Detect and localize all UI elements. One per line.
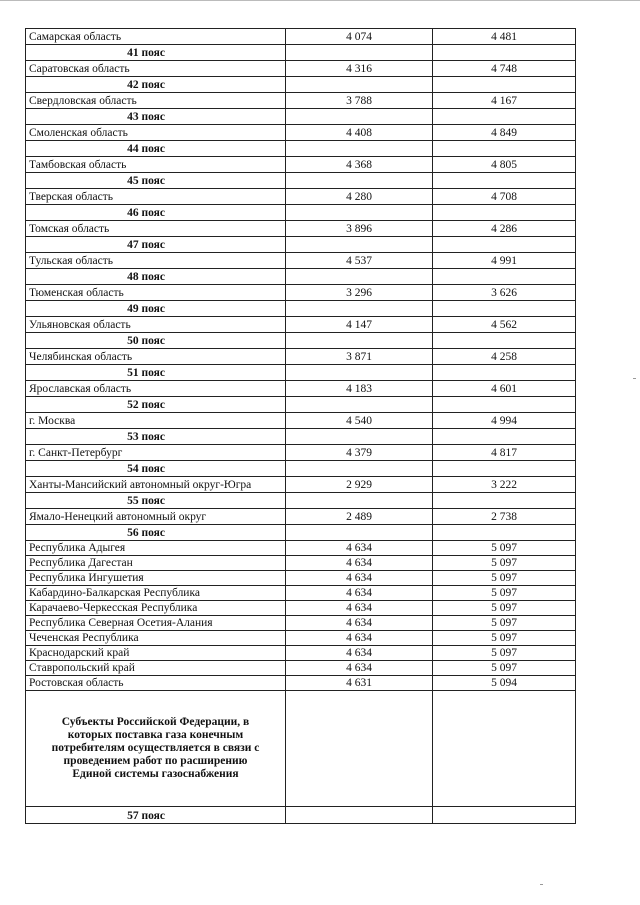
value-col-2: 5 097 (433, 601, 576, 616)
value-col-1: 4 634 (286, 646, 433, 661)
empty-cell (433, 173, 576, 189)
value-col-1: 4 634 (286, 586, 433, 601)
empty-cell (433, 109, 576, 125)
value-col-2: 4 994 (433, 413, 576, 429)
value-col-1: 4 316 (286, 61, 433, 77)
belt-header-row (26, 269, 576, 285)
region-name: Ставропольский край (26, 661, 286, 676)
belt-label: 57 пояс (26, 807, 286, 824)
table-row (26, 477, 576, 493)
value-col-2: 4 167 (433, 93, 576, 109)
empty-cell (286, 269, 433, 285)
table-body (26, 29, 576, 824)
table-row (26, 616, 576, 631)
value-col-1: 3 788 (286, 93, 433, 109)
belt-header-row (26, 807, 576, 824)
region-name: Республика Адыгея (26, 541, 286, 556)
region-name: Республика Северная Осетия-Алания (26, 616, 286, 631)
value-col-1: 4 147 (286, 317, 433, 333)
empty-cell (433, 461, 576, 477)
value-col-2: 5 097 (433, 646, 576, 661)
region-name: Челябинская область (26, 349, 286, 365)
belt-header-row (26, 461, 576, 477)
empty-cell (433, 301, 576, 317)
empty-cell (286, 461, 433, 477)
value-col-1: 3 896 (286, 221, 433, 237)
value-col-1: 3 871 (286, 349, 433, 365)
belt-header-row (26, 429, 576, 445)
belt-header-row (26, 141, 576, 157)
belt-header-row (26, 45, 576, 61)
region-name: Тверская область (26, 189, 286, 205)
value-col-2: 4 748 (433, 61, 576, 77)
belt-label: 49 пояс (26, 301, 286, 317)
value-col-2: 5 097 (433, 571, 576, 586)
region-name: Ростовская область (26, 676, 286, 691)
region-name: Республика Ингушетия (26, 571, 286, 586)
note-text: Субъекты Российской Федерации, в которых поставка газа конечным потребителям осуществляется в связи с проведением работ по расширению Единой системы газоснабжения (26, 691, 286, 807)
value-col-1: 4 183 (286, 381, 433, 397)
empty-cell (433, 691, 576, 807)
table-row (26, 631, 576, 646)
belt-label: 52 пояс (26, 397, 286, 413)
empty-cell (433, 77, 576, 93)
region-name: Тюменская область (26, 285, 286, 301)
empty-cell (286, 333, 433, 349)
belt-header-row (26, 205, 576, 221)
page-top-edge (0, 0, 640, 3)
empty-cell (286, 301, 433, 317)
belt-label: 41 пояс (26, 45, 286, 61)
belt-header-row (26, 333, 576, 349)
empty-cell (286, 45, 433, 61)
empty-cell (433, 807, 576, 824)
empty-cell (433, 141, 576, 157)
value-col-2: 4 601 (433, 381, 576, 397)
table-row (26, 509, 576, 525)
empty-cell (433, 493, 576, 509)
belt-label: 51 пояс (26, 365, 286, 381)
empty-cell (286, 205, 433, 221)
table-row (26, 676, 576, 691)
region-name: Краснодарский край (26, 646, 286, 661)
value-col-1: 4 368 (286, 157, 433, 173)
value-col-2: 4 805 (433, 157, 576, 173)
region-name: Тульская область (26, 253, 286, 269)
value-col-1: 4 634 (286, 601, 433, 616)
belt-label: 56 пояс (26, 525, 286, 541)
table-row (26, 349, 576, 365)
empty-cell (433, 397, 576, 413)
belt-header-row (26, 109, 576, 125)
value-col-1: 4 634 (286, 616, 433, 631)
belt-label: 42 пояс (26, 77, 286, 93)
region-name: Республика Дагестан (26, 556, 286, 571)
value-col-2: 2 738 (433, 509, 576, 525)
table-row (26, 541, 576, 556)
empty-cell (433, 333, 576, 349)
value-col-1: 3 296 (286, 285, 433, 301)
region-name: Ханты-Мансийский автономный округ-Югра (26, 477, 286, 493)
empty-cell (433, 525, 576, 541)
region-name: Ярославская область (26, 381, 286, 397)
region-name: Смоленская область (26, 125, 286, 141)
value-col-1: 4 634 (286, 631, 433, 646)
region-name: Самарская область (26, 29, 286, 45)
empty-cell (286, 109, 433, 125)
value-col-1: 4 634 (286, 571, 433, 586)
region-name: Томская область (26, 221, 286, 237)
empty-cell (286, 429, 433, 445)
empty-cell (286, 237, 433, 253)
table-row (26, 601, 576, 616)
value-col-2: 4 481 (433, 29, 576, 45)
table-row (26, 221, 576, 237)
value-col-1: 2 929 (286, 477, 433, 493)
table-row (26, 157, 576, 173)
value-col-2: 4 991 (433, 253, 576, 269)
table-row (26, 571, 576, 586)
region-name: Свердловская область (26, 93, 286, 109)
belt-label: 46 пояс (26, 205, 286, 221)
value-col-1: 4 540 (286, 413, 433, 429)
value-col-2: 3 222 (433, 477, 576, 493)
table-row (26, 29, 576, 45)
belt-label: 48 пояс (26, 269, 286, 285)
note-row (26, 691, 576, 807)
empty-cell (286, 691, 433, 807)
belt-header-row (26, 237, 576, 253)
table-row (26, 61, 576, 77)
belt-label: 43 пояс (26, 109, 286, 125)
empty-cell (286, 525, 433, 541)
belt-label: 47 пояс (26, 237, 286, 253)
value-col-2: 4 849 (433, 125, 576, 141)
value-col-2: 5 097 (433, 631, 576, 646)
empty-cell (433, 429, 576, 445)
value-col-1: 4 634 (286, 661, 433, 676)
value-col-1: 4 631 (286, 676, 433, 691)
empty-cell (286, 173, 433, 189)
empty-cell (286, 77, 433, 93)
empty-cell (433, 365, 576, 381)
value-col-2: 5 097 (433, 616, 576, 631)
empty-cell (286, 493, 433, 509)
table-row (26, 445, 576, 461)
table-row (26, 413, 576, 429)
region-name: Ульяновская область (26, 317, 286, 333)
empty-cell (433, 205, 576, 221)
value-col-1: 4 634 (286, 556, 433, 571)
belt-label: 45 пояс (26, 173, 286, 189)
value-col-2: 4 562 (433, 317, 576, 333)
region-name: г. Москва (26, 413, 286, 429)
value-col-2: 4 258 (433, 349, 576, 365)
gas-price-table (25, 28, 576, 824)
value-col-2: 5 097 (433, 661, 576, 676)
empty-cell (286, 807, 433, 824)
region-name: Ямало-Ненецкий автономный округ (26, 509, 286, 525)
value-col-2: 5 097 (433, 541, 576, 556)
belt-label: 54 пояс (26, 461, 286, 477)
belt-label: 44 пояс (26, 141, 286, 157)
table-row (26, 381, 576, 397)
table-row (26, 189, 576, 205)
value-col-1: 4 537 (286, 253, 433, 269)
region-name: Тамбовская область (26, 157, 286, 173)
value-col-1: 4 074 (286, 29, 433, 45)
belt-header-row (26, 493, 576, 509)
belt-header-row (26, 77, 576, 93)
value-col-1: 4 379 (286, 445, 433, 461)
table-row (26, 285, 576, 301)
value-col-2: 5 094 (433, 676, 576, 691)
belt-label: 50 пояс (26, 333, 286, 349)
table-row (26, 317, 576, 333)
value-col-2: 4 708 (433, 189, 576, 205)
belt-header-row (26, 525, 576, 541)
table-row (26, 556, 576, 571)
empty-cell (433, 237, 576, 253)
value-col-2: 5 097 (433, 556, 576, 571)
value-col-1: 4 634 (286, 541, 433, 556)
table-row (26, 93, 576, 109)
belt-label: 55 пояс (26, 493, 286, 509)
value-col-2: 4 817 (433, 445, 576, 461)
scan-mark (540, 884, 543, 885)
value-col-2: 5 097 (433, 586, 576, 601)
region-name: Саратовская область (26, 61, 286, 77)
table-row (26, 253, 576, 269)
empty-cell (286, 141, 433, 157)
belt-label: 53 пояс (26, 429, 286, 445)
belt-header-row (26, 365, 576, 381)
belt-header-row (26, 301, 576, 317)
empty-cell (286, 365, 433, 381)
value-col-1: 4 280 (286, 189, 433, 205)
region-name: г. Санкт-Петербург (26, 445, 286, 461)
table-row (26, 646, 576, 661)
belt-header-row (26, 397, 576, 413)
value-col-2: 3 626 (433, 285, 576, 301)
scan-mark (633, 378, 636, 379)
region-name: Чеченская Республика (26, 631, 286, 646)
value-col-1: 4 408 (286, 125, 433, 141)
empty-cell (433, 269, 576, 285)
empty-cell (433, 45, 576, 61)
region-name: Кабардино-Балкарская Республика (26, 586, 286, 601)
belt-header-row (26, 173, 576, 189)
table-row (26, 125, 576, 141)
table-row (26, 586, 576, 601)
table-row (26, 661, 576, 676)
region-name: Карачаево-Черкесская Республика (26, 601, 286, 616)
value-col-2: 4 286 (433, 221, 576, 237)
value-col-1: 2 489 (286, 509, 433, 525)
empty-cell (286, 397, 433, 413)
